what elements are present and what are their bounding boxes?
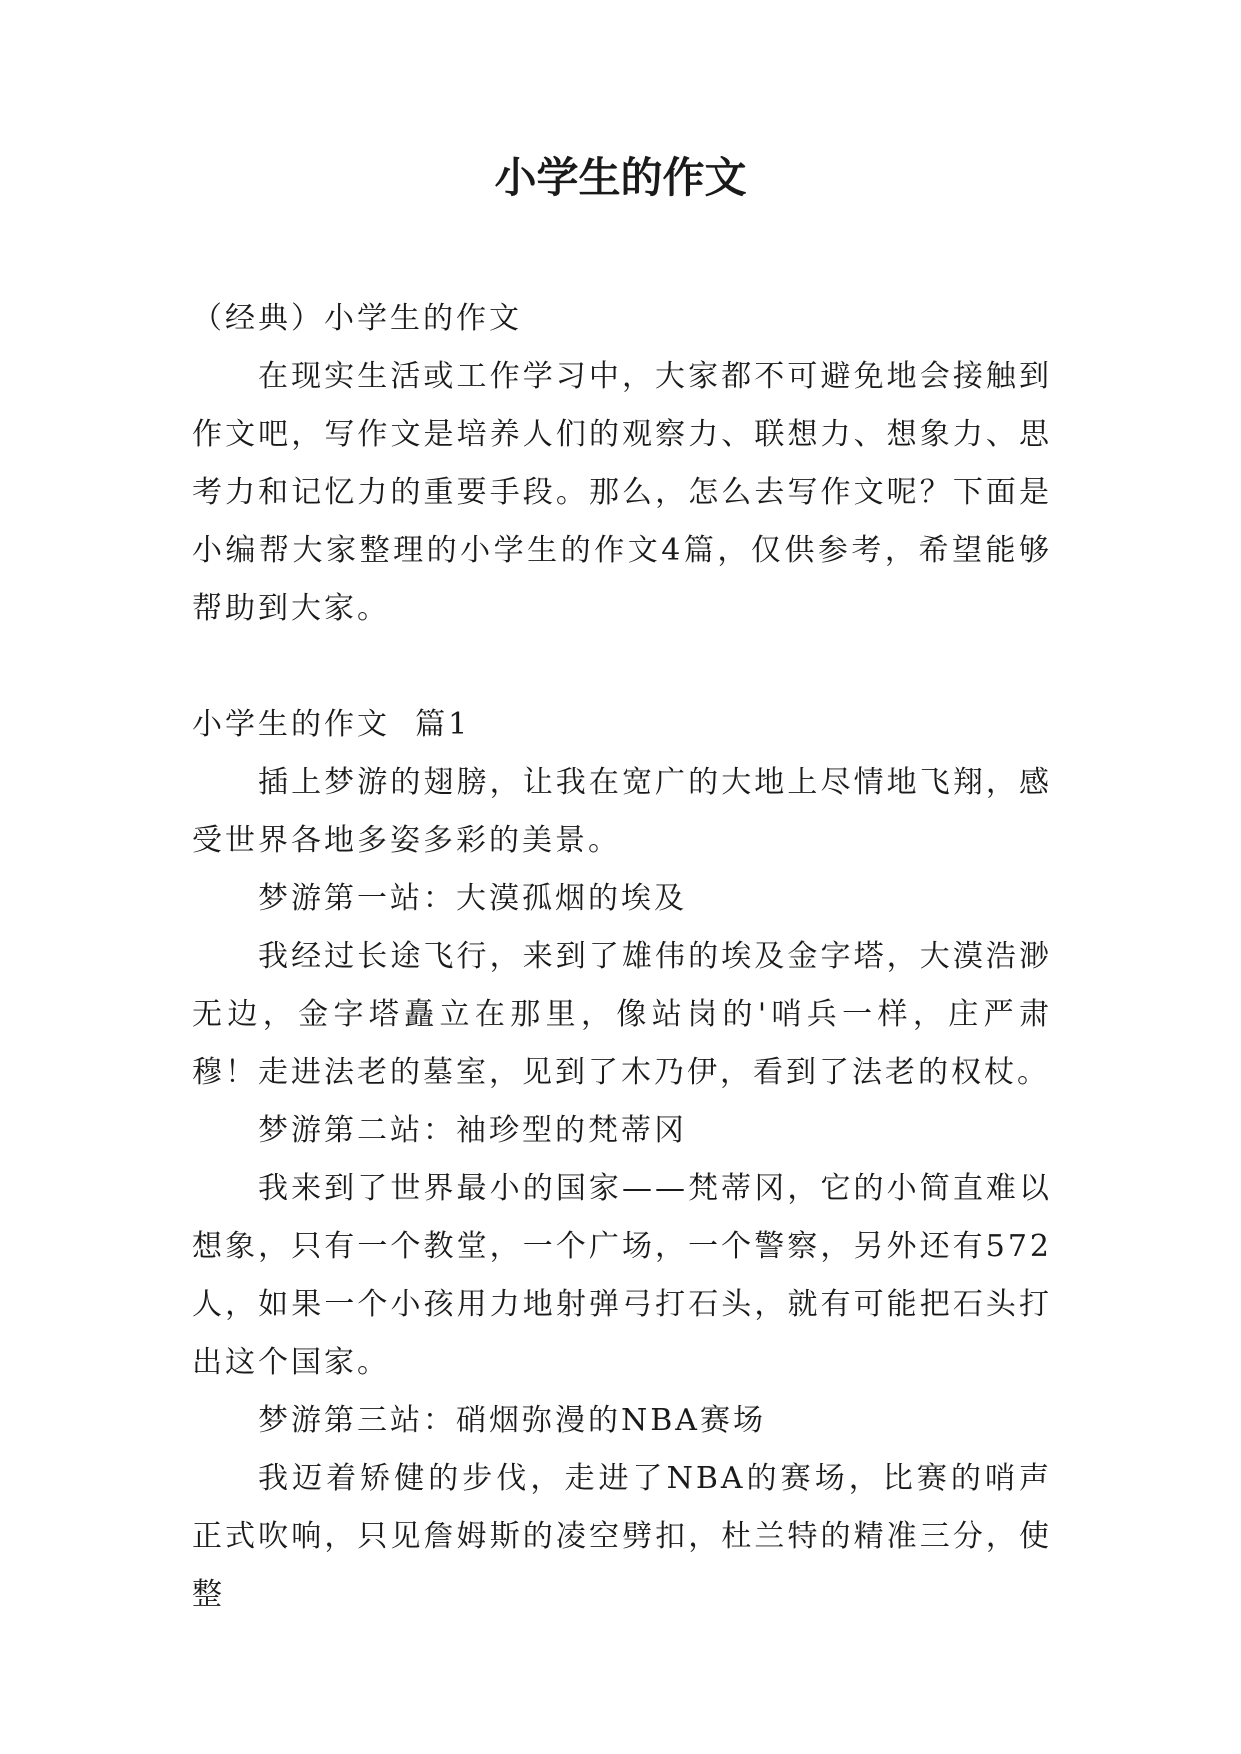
stop-heading: 梦游第一站：大漠孤烟的埃及 [258,881,687,916]
stop-heading: 梦游第三站：硝烟弥漫的NBA赛场 [258,1403,766,1438]
paragraph: 插上梦游的翅膀，让我在宽广的大地上尽情地飞翔，感受世界各地多姿多彩的美景。 [192,765,1052,858]
document-body [192,290,1052,1624]
document-subtitle: （经典）小学生的作文 [192,301,522,336]
paragraph: 我来到了世界最小的国家——梵蒂冈，它的小简直难以想象，只有一个教堂，一个广场，一个警察，另外还有572人，如果一个小孩用力地射弹弓打石头，就有可能把石头打出这个国家。 [192,1171,1052,1380]
intro-paragraph: 在现实生活或工作学习中，大家都不可避免地会接触到作文吧，写作文是培养人们的观察力、联想力、想象力、思考力和记忆力的重要手段。那么，怎么去写作文呢？下面是小编帮大家整理的小学生的作文4篇，仅供参考，希望能够帮助到大家。 [192,359,1052,626]
paragraph: 我迈着矫健的步伐，走进了NBA的赛场，比赛的哨声正式吹响，只见詹姆斯的凌空劈扣，杜兰特的精准三分，使整 [192,1461,1052,1612]
stop-heading: 梦游第二站：袖珍型的梵蒂冈 [258,1113,687,1148]
section-heading: 小学生的作文 篇1 [192,707,471,742]
document-title: 小学生的作文 [494,153,747,202]
paragraph: 我经过长途飞行，来到了雄伟的埃及金字塔，大漠浩渺无边，金字塔矗立在那里，像站岗的'哨兵一样，庄严肃穆！走进法老的墓室，见到了木乃伊，看到了法老的权杖。 [192,939,1052,1090]
